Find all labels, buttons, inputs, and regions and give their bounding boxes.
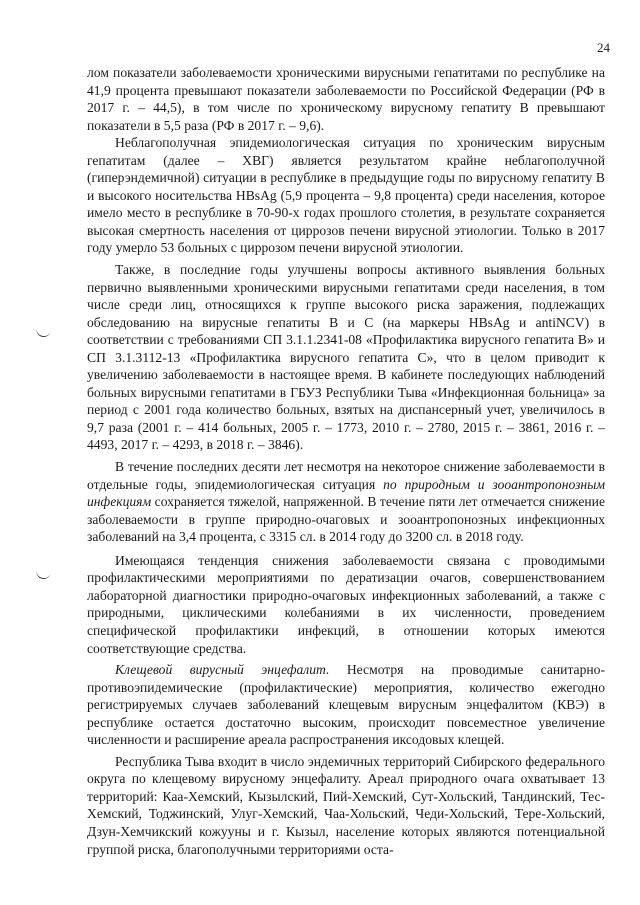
margin-check-mark-2: [35, 570, 50, 581]
paragraph-1: лом показатели заболеваемости хроническими вирусными гепатитами по республике на 41,9 процента превышают показатели заболеваемости по Российской Федерации (РФ в 2017 г. – 44,5), в том числе по хроническому вирусному гепатиту В превышают показатели в 5,5 раза (РФ в 2017 г. – 9,6).: [87, 65, 605, 133]
paragraph-4-text: В течение последних десяти лет несмотря на некоторое снижение заболеваемости в отдельные годы, эпидемиологическая ситуация: [87, 459, 605, 492]
margin-check-mark-1: [35, 328, 50, 339]
paragraph-3: Также, в последние годы улучшены вопросы активного выявления больных первично выявленными хроническими вирусными гепатитами среди населения, в том числе среди лиц, относящихся к группе высокого риска заражения, подлежащих обследованию на вирусные гепатиты В и С (на маркеры HBsAg и antiNCV) в соответствии с требованиями СП 3.1.1.2341-08 «Профилактика вирусного гепатита В» и СП 3.1.3112-13 «Профилактика вирусного гепатита С», что в целом приводит к увеличению заболеваемости в настоящее время. В кабинете последующих наблюдений больных вирусными гепатитами в ГБУЗ Республики Тыва «Инфекционная больница» за период с 2001 года количество больных, взятых на диспансерный учет, увеличилось в 9,7 раза (2001 г. – 414 больных, 2005 г. – 1773, 2010 г. – 2780, 2015 г. – 3861, 2016 г. – 4493, 2017 г. – 4293, в 2018 г. – 3846).: [87, 262, 605, 453]
section-heading-tick-borne-encephalitis: Клещевой вирусный энцефалит.: [115, 662, 330, 678]
paragraph-5: Имеющаяся тенденция снижения заболеваемости связана с проводимыми профилактическими мероприятиями по дератизации очагов, совершенствованием лабораторной диагностики природно-очаговых инфекционных заболеваний, а также с природными, циклическими колебаниями в их численности, проведением специфической профилактики инфекций, в отношении которых имеются соответствующие средства.: [87, 552, 605, 656]
paragraph-6: [87, 661, 605, 749]
paragraph-7: Республика Тыва входит в число эндемичных территорий Сибирского федерального округа по клещевому вирусному энцефалиту. Ареал природного очага охватывает 13 территорий: Каа-Хемский, Кызылский, Пий-Хемский, Сут-Хольский, Тандинский, Тес-Хемский, Тоджинский, Улуг-Хемский, Чаа-Хольский, Чеди-Хольский, Тере-Хольский, Дзун-Хемчикский кожууны и г. Кызыл, население которых являются потенциальной группой риска, благополучными территориями оста-: [87, 753, 605, 857]
paragraph-4-emphasis: по природным и зооантропонозным инфекциям: [87, 476, 605, 510]
paragraph-2: Неблагополучная эпидемиологическая ситуация по хроническим вирусным гепатитам (далее – ХВГ) является результатом крайне неблагополучной (гиперэндемичной) ситуации в республике в предыдущие годы по вирусному гепатиту В и высокого носительства HBsAg (5,9 процента – 9,8 процента) среди населения, которое имело место в республике в 70-90-х годах прошлого столетия, в результате сохраняется высокая смертность населения от циррозов печени вирусной этиологии. Только в 2017 году умерло 53 больных с циррозом печени вирусной этиологии.: [87, 135, 605, 256]
paragraph-4: [87, 458, 605, 546]
document-body: [87, 64, 605, 858]
scan-speck: [618, 885, 622, 889]
paragraph-4-text-end: сохраняется тяжелой, напряженной. В течение пяти лет отмечается снижение заболеваемости в группе природно-очаговых и зооантропонозных инфекционных заболеваний на 3,4 процента, с 3315 сл. в 2014 году до 3200 сл. в 2018 году.: [87, 494, 605, 545]
paragraph-6-text: Несмотря на проводимые санитарно-противоэпидемические (профилактические) мероприятия, количество ежегодно регистрируемых случаев заболеваний клещевым вирусным энцефалитом (КВЭ) в республике остается достаточно высоким, происходит повсеместное увеличение численности и расширение ареала распространения иксодовых клещей.: [87, 662, 605, 748]
page-number: 24: [597, 40, 610, 55]
